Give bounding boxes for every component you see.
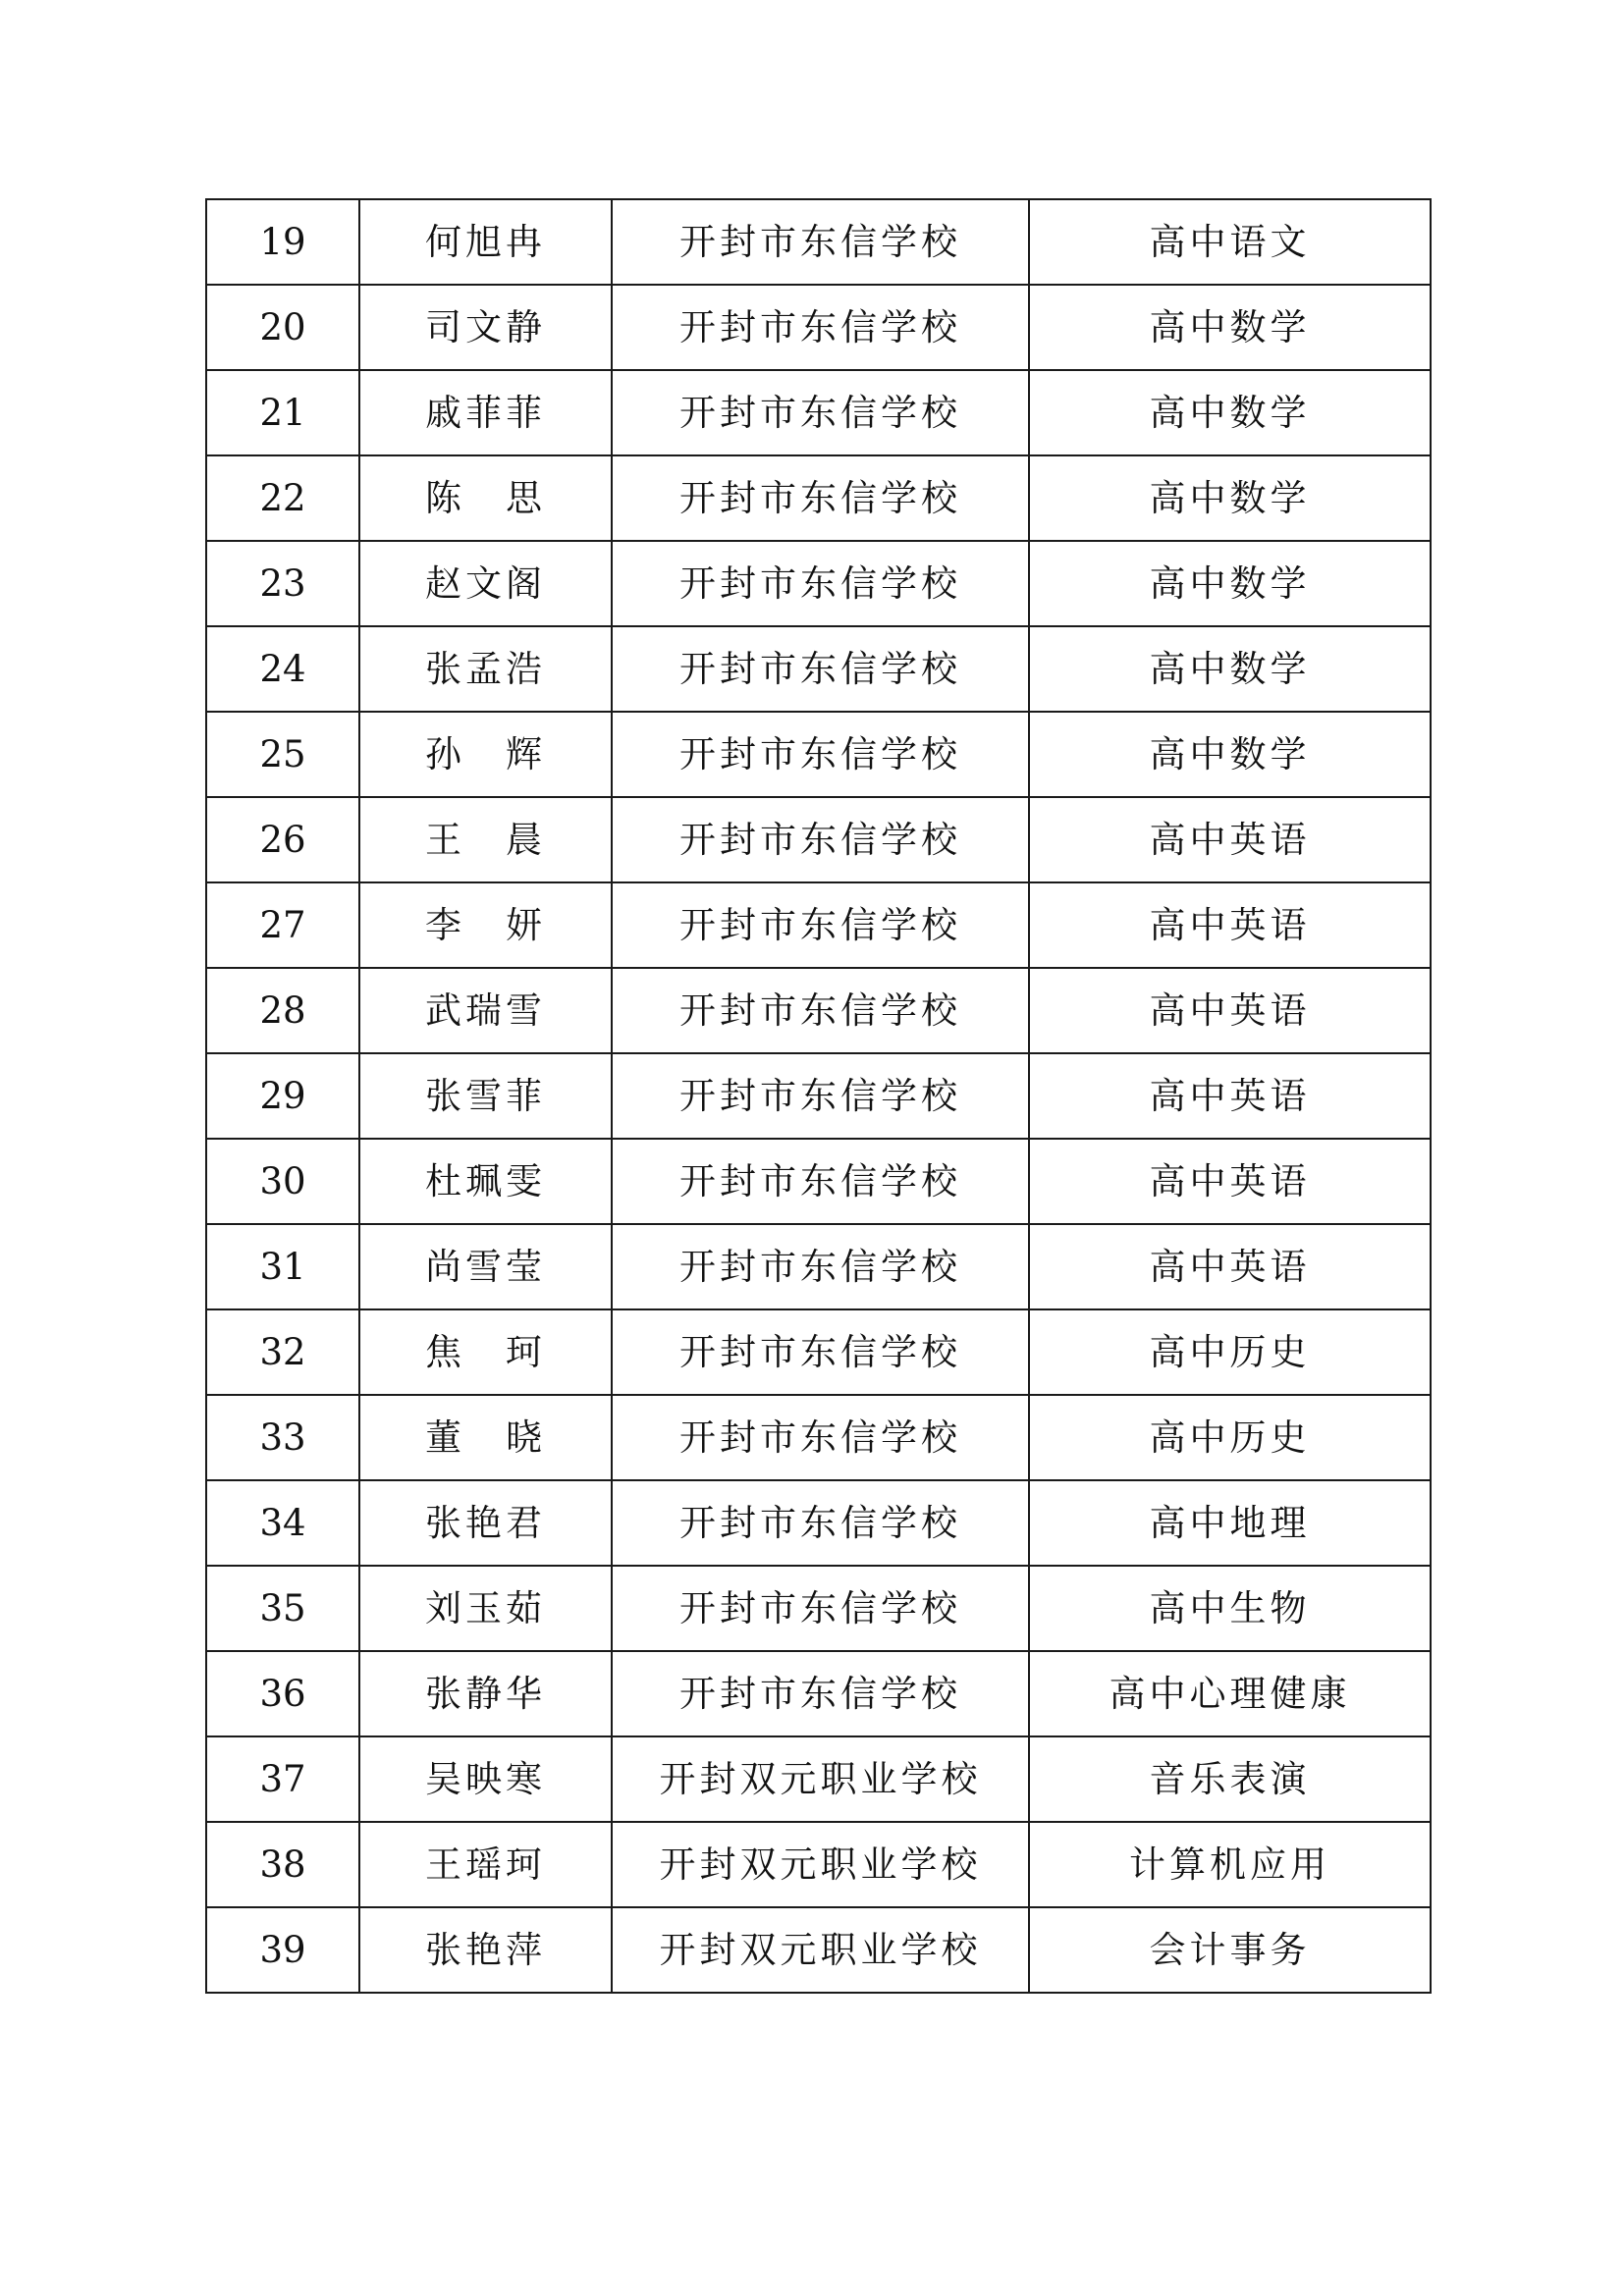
cell-number: 39 [206,1907,359,1993]
cell-name: 武瑞雪 [359,968,612,1053]
table-row [206,370,1431,455]
cell-name: 王 晨 [359,797,612,882]
cell-name: 杜珮雯 [359,1139,612,1224]
cell-number: 35 [206,1566,359,1651]
cell-name: 张雪菲 [359,1053,612,1139]
table-row [206,541,1431,626]
cell-school: 开封市东信学校 [612,199,1029,285]
roster-table [205,198,1432,1994]
cell-subject: 高中英语 [1029,1224,1431,1309]
table-row [206,455,1431,541]
cell-subject: 高中英语 [1029,797,1431,882]
cell-subject: 高中心理健康 [1029,1651,1431,1736]
cell-school: 开封市东信学校 [612,968,1029,1053]
table-row [206,285,1431,370]
cell-number: 21 [206,370,359,455]
cell-school: 开封市东信学校 [612,1566,1029,1651]
cell-subject: 高中生物 [1029,1566,1431,1651]
cell-subject: 高中语文 [1029,199,1431,285]
cell-name: 张艳萍 [359,1907,612,1993]
cell-name: 董 晓 [359,1395,612,1480]
cell-subject: 高中数学 [1029,541,1431,626]
cell-school: 开封双元职业学校 [612,1822,1029,1907]
cell-school: 开封市东信学校 [612,797,1029,882]
table-row [206,626,1431,712]
cell-school: 开封市东信学校 [612,370,1029,455]
cell-name: 焦 珂 [359,1309,612,1395]
table-row [206,199,1431,285]
roster-table-body [206,199,1431,1993]
cell-number: 33 [206,1395,359,1480]
cell-name: 孙 辉 [359,712,612,797]
table-row [206,1309,1431,1395]
cell-subject: 高中历史 [1029,1309,1431,1395]
table-row [206,968,1431,1053]
cell-subject: 音乐表演 [1029,1736,1431,1822]
cell-school: 开封市东信学校 [612,455,1029,541]
cell-school: 开封市东信学校 [612,1224,1029,1309]
cell-name: 赵文阁 [359,541,612,626]
cell-number: 25 [206,712,359,797]
cell-name: 尚雪莹 [359,1224,612,1309]
table-row [206,1224,1431,1309]
cell-number: 23 [206,541,359,626]
cell-number: 22 [206,455,359,541]
cell-school: 开封双元职业学校 [612,1736,1029,1822]
cell-school: 开封市东信学校 [612,882,1029,968]
cell-number: 30 [206,1139,359,1224]
cell-number: 19 [206,199,359,285]
table-row [206,1736,1431,1822]
table-row [206,712,1431,797]
cell-number: 29 [206,1053,359,1139]
table-row [206,1395,1431,1480]
table-row [206,1907,1431,1993]
table-row [206,1480,1431,1566]
cell-subject: 高中英语 [1029,882,1431,968]
cell-subject: 高中数学 [1029,370,1431,455]
cell-name: 张孟浩 [359,626,612,712]
cell-number: 28 [206,968,359,1053]
cell-subject: 高中英语 [1029,1139,1431,1224]
cell-name: 刘玉茹 [359,1566,612,1651]
cell-name: 张静华 [359,1651,612,1736]
table-row [206,1139,1431,1224]
cell-name: 司文静 [359,285,612,370]
cell-number: 37 [206,1736,359,1822]
cell-subject: 高中数学 [1029,455,1431,541]
cell-name: 何旭冉 [359,199,612,285]
cell-name: 吴映寒 [359,1736,612,1822]
cell-school: 开封双元职业学校 [612,1907,1029,1993]
cell-school: 开封市东信学校 [612,285,1029,370]
cell-name: 戚菲菲 [359,370,612,455]
cell-subject: 高中数学 [1029,285,1431,370]
cell-number: 38 [206,1822,359,1907]
cell-subject: 高中历史 [1029,1395,1431,1480]
cell-number: 24 [206,626,359,712]
cell-subject: 高中数学 [1029,626,1431,712]
cell-school: 开封市东信学校 [612,1651,1029,1736]
cell-number: 32 [206,1309,359,1395]
cell-number: 26 [206,797,359,882]
cell-subject: 高中数学 [1029,712,1431,797]
table-row [206,1566,1431,1651]
cell-name: 张艳君 [359,1480,612,1566]
cell-school: 开封市东信学校 [612,1395,1029,1480]
table-row [206,882,1431,968]
cell-number: 36 [206,1651,359,1736]
table-row [206,797,1431,882]
cell-school: 开封市东信学校 [612,1053,1029,1139]
table-row [206,1651,1431,1736]
cell-school: 开封市东信学校 [612,1309,1029,1395]
table-row [206,1822,1431,1907]
cell-school: 开封市东信学校 [612,1139,1029,1224]
cell-name: 李 妍 [359,882,612,968]
cell-number: 34 [206,1480,359,1566]
cell-school: 开封市东信学校 [612,712,1029,797]
cell-subject: 高中英语 [1029,968,1431,1053]
cell-school: 开封市东信学校 [612,626,1029,712]
cell-subject: 会计事务 [1029,1907,1431,1993]
cell-number: 31 [206,1224,359,1309]
cell-name: 陈 思 [359,455,612,541]
cell-name: 王瑶珂 [359,1822,612,1907]
cell-subject: 高中英语 [1029,1053,1431,1139]
cell-number: 20 [206,285,359,370]
cell-school: 开封市东信学校 [612,541,1029,626]
cell-school: 开封市东信学校 [612,1480,1029,1566]
table-row [206,1053,1431,1139]
cell-subject: 计算机应用 [1029,1822,1431,1907]
cell-subject: 高中地理 [1029,1480,1431,1566]
cell-number: 27 [206,882,359,968]
